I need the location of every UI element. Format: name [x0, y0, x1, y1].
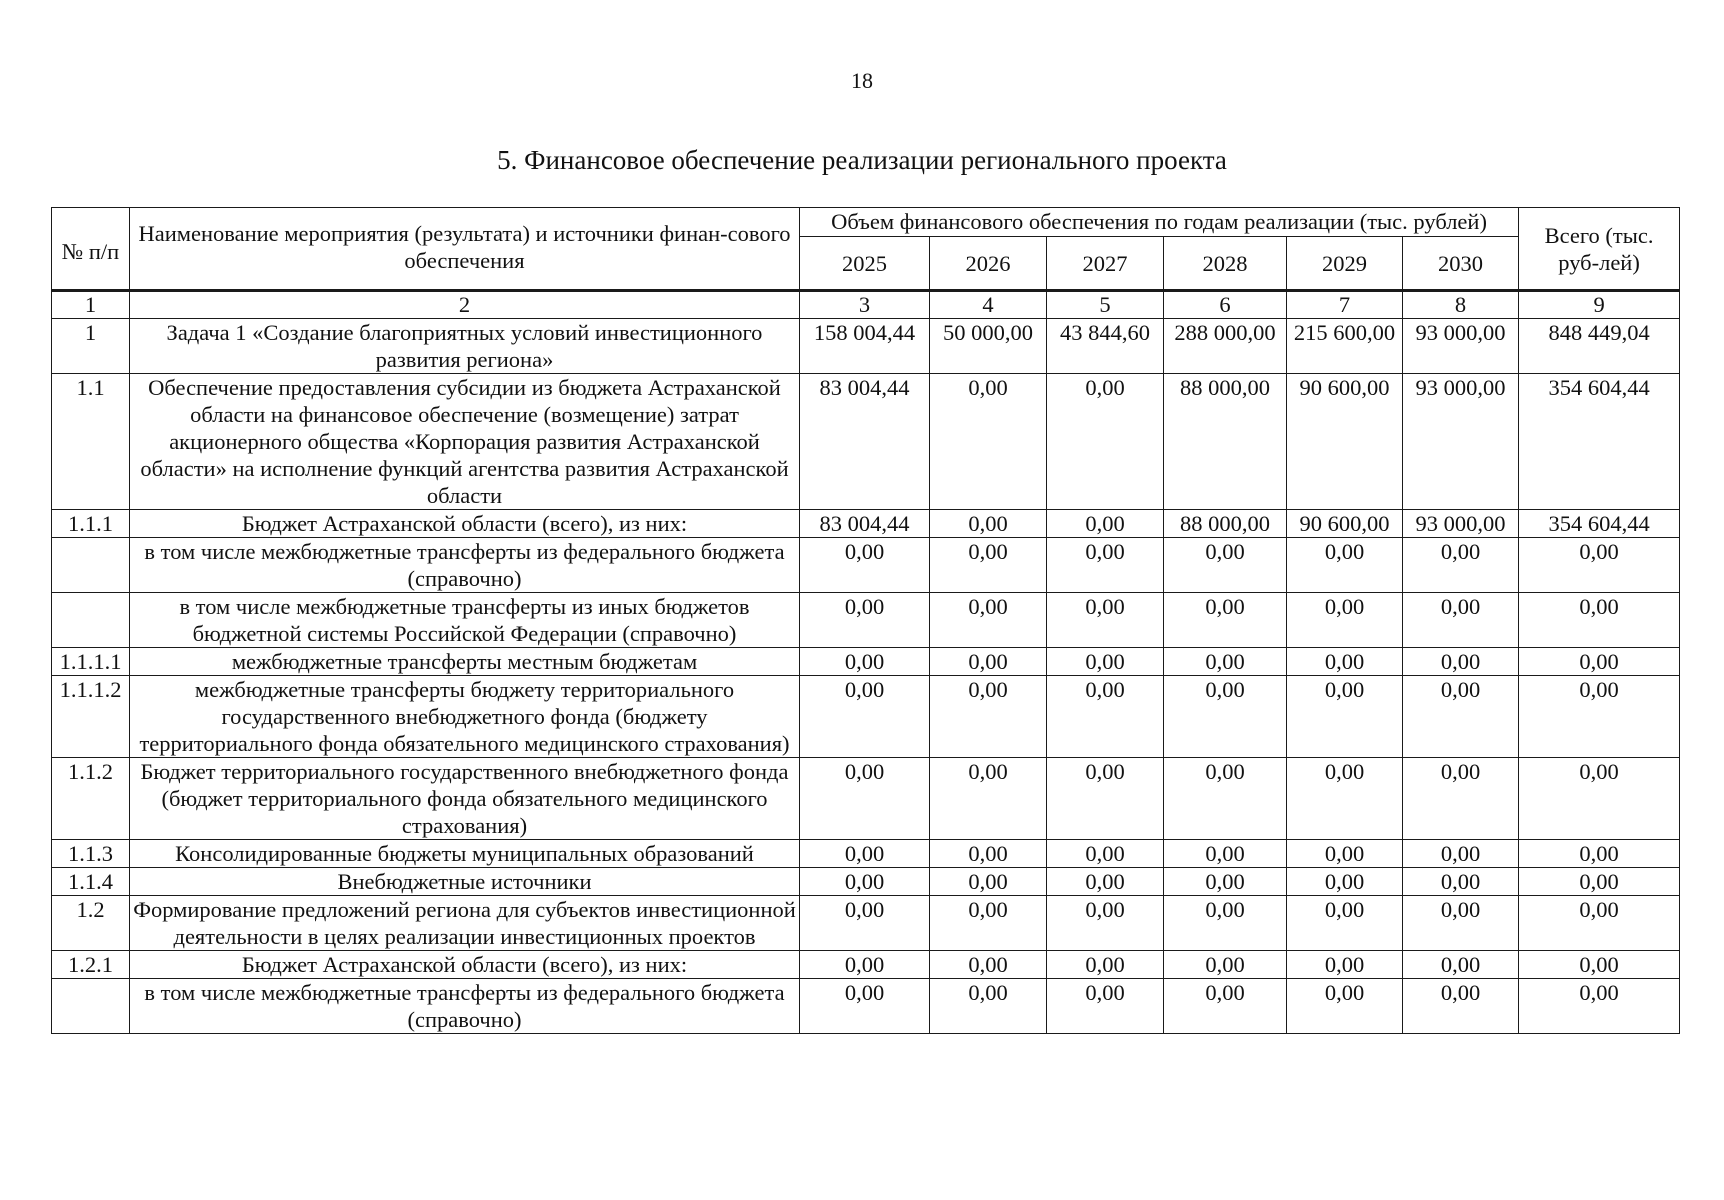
row-value: 0,00: [1164, 979, 1287, 1034]
row-value: 0,00: [930, 374, 1047, 510]
row-value: 0,00: [800, 593, 930, 648]
row-number: 1.1.1: [52, 510, 130, 538]
row-value: 0,00: [800, 868, 930, 896]
column-index: 8: [1403, 291, 1519, 319]
row-value: 0,00: [1164, 676, 1287, 758]
row-value: 0,00: [1403, 951, 1519, 979]
header-total: Всего (тыс. руб-лей): [1519, 208, 1680, 291]
row-value: 0,00: [1403, 896, 1519, 951]
row-name: Обеспечение предоставления субсидии из бюджета Астраханской области на финансовое обеспечение (возмещение) затрат акционерного общества «Корпорация развития Астраханской области» на исполнение функций агентства развития Астраханской области: [130, 374, 800, 510]
row-value: 88 000,00: [1164, 374, 1287, 510]
row-total: 0,00: [1519, 538, 1680, 593]
row-value: 93 000,00: [1403, 374, 1519, 510]
row-value: 0,00: [1047, 840, 1164, 868]
row-value: 0,00: [1047, 510, 1164, 538]
row-value: 0,00: [1164, 896, 1287, 951]
row-value: 0,00: [1164, 951, 1287, 979]
table-row: [52, 510, 1680, 538]
row-value: 0,00: [930, 676, 1047, 758]
row-value: 90 600,00: [1287, 374, 1403, 510]
row-value: 0,00: [800, 979, 930, 1034]
row-number: 1.2.1: [52, 951, 130, 979]
row-value: 0,00: [930, 979, 1047, 1034]
row-total: 0,00: [1519, 758, 1680, 840]
row-value: 50 000,00: [930, 319, 1047, 374]
row-value: 0,00: [1164, 648, 1287, 676]
row-value: 0,00: [1403, 979, 1519, 1034]
row-total: 0,00: [1519, 676, 1680, 758]
header-year: 2030: [1403, 237, 1519, 291]
header-num: № п/п: [52, 208, 130, 291]
row-number: [52, 593, 130, 648]
row-value: 83 004,44: [800, 374, 930, 510]
column-index: 3: [800, 291, 930, 319]
row-number: 1.1.3: [52, 840, 130, 868]
row-value: 0,00: [1403, 840, 1519, 868]
table-row: [52, 648, 1680, 676]
row-value: 0,00: [800, 840, 930, 868]
financing-table: [51, 207, 1680, 1034]
row-value: 0,00: [1047, 868, 1164, 896]
row-value: 0,00: [1287, 538, 1403, 593]
row-value: 0,00: [1047, 374, 1164, 510]
column-index: 7: [1287, 291, 1403, 319]
table-row: [52, 593, 1680, 648]
row-value: 88 000,00: [1164, 510, 1287, 538]
row-value: 0,00: [1047, 538, 1164, 593]
table-row: [52, 868, 1680, 896]
row-name: Задача 1 «Создание благоприятных условий инвестиционного развития региона»: [130, 319, 800, 374]
table-row: [52, 758, 1680, 840]
row-value: 0,00: [1403, 676, 1519, 758]
row-value: 0,00: [1403, 758, 1519, 840]
row-value: 0,00: [800, 648, 930, 676]
row-value: 0,00: [1287, 979, 1403, 1034]
row-name: Внебюджетные источники: [130, 868, 800, 896]
row-value: 0,00: [930, 538, 1047, 593]
column-index-row: [52, 291, 1680, 319]
row-value: 0,00: [800, 758, 930, 840]
row-total: 0,00: [1519, 896, 1680, 951]
row-value: 0,00: [1047, 676, 1164, 758]
row-value: 0,00: [1164, 868, 1287, 896]
header-year: 2025: [800, 237, 930, 291]
row-value: 0,00: [930, 593, 1047, 648]
row-value: 0,00: [1164, 758, 1287, 840]
row-name: в том числе межбюджетные трансферты из федерального бюджета (справочно): [130, 538, 800, 593]
header-year: 2026: [930, 237, 1047, 291]
row-number: 1.2: [52, 896, 130, 951]
row-value: 0,00: [1287, 758, 1403, 840]
row-value: 0,00: [1047, 951, 1164, 979]
row-number: 1.1.4: [52, 868, 130, 896]
row-total: 0,00: [1519, 951, 1680, 979]
row-name: в том числе межбюджетные трансферты из иных бюджетов бюджетной системы Российской Федерации (справочно): [130, 593, 800, 648]
row-value: 0,00: [930, 648, 1047, 676]
row-total: 0,00: [1519, 593, 1680, 648]
header-year: 2028: [1164, 237, 1287, 291]
table-row: [52, 319, 1680, 374]
row-value: 158 004,44: [800, 319, 930, 374]
row-value: 0,00: [1047, 593, 1164, 648]
row-value: 0,00: [930, 758, 1047, 840]
row-value: 0,00: [1287, 868, 1403, 896]
row-name: межбюджетные трансферты бюджету территориального государственного внебюджетного фонда (бюджету территориального фонда обязательного медицинского страхования): [130, 676, 800, 758]
column-index: 4: [930, 291, 1047, 319]
row-total: 0,00: [1519, 979, 1680, 1034]
row-total: 354 604,44: [1519, 510, 1680, 538]
row-number: [52, 538, 130, 593]
row-value: 0,00: [1287, 840, 1403, 868]
section-title: 5. Финансовое обеспечение реализации регионального проекта: [497, 145, 1227, 175]
column-index: 2: [130, 291, 800, 319]
row-name: Консолидированные бюджеты муниципальных образований: [130, 840, 800, 868]
row-number: 1.1.1.1: [52, 648, 130, 676]
row-value: 0,00: [800, 896, 930, 951]
row-value: 93 000,00: [1403, 510, 1519, 538]
row-value: 0,00: [1403, 868, 1519, 896]
table-row: [52, 538, 1680, 593]
column-index: 6: [1164, 291, 1287, 319]
row-value: 43 844,60: [1047, 319, 1164, 374]
row-value: 0,00: [1403, 538, 1519, 593]
column-index: 9: [1519, 291, 1680, 319]
row-value: 93 000,00: [1403, 319, 1519, 374]
row-number: 1: [52, 319, 130, 374]
row-value: 0,00: [930, 510, 1047, 538]
row-number: 1.1.2: [52, 758, 130, 840]
row-value: 0,00: [930, 951, 1047, 979]
row-value: 0,00: [1287, 896, 1403, 951]
table-row: [52, 951, 1680, 979]
row-value: 0,00: [1047, 648, 1164, 676]
row-number: 1.1.1.2: [52, 676, 130, 758]
row-total: 0,00: [1519, 868, 1680, 896]
row-value: 0,00: [1164, 840, 1287, 868]
row-total: 354 604,44: [1519, 374, 1680, 510]
row-name: Бюджет территориального государственного внебюджетного фонда (бюджет территориального фонда обязательного медицинского страхования): [130, 758, 800, 840]
table-row: [52, 979, 1680, 1034]
row-value: 0,00: [1287, 951, 1403, 979]
row-value: 0,00: [930, 896, 1047, 951]
row-value: 0,00: [800, 951, 930, 979]
header-volume: Объем финансового обеспечения по годам реализации (тыс. рублей): [800, 208, 1519, 237]
row-value: 83 004,44: [800, 510, 930, 538]
row-name: Бюджет Астраханской области (всего), из них:: [130, 951, 800, 979]
header-year: 2027: [1047, 237, 1164, 291]
row-name: межбюджетные трансферты местным бюджетам: [130, 648, 800, 676]
row-value: 90 600,00: [1287, 510, 1403, 538]
row-value: 0,00: [800, 676, 930, 758]
row-value: 0,00: [1403, 648, 1519, 676]
row-value: 0,00: [930, 868, 1047, 896]
row-name: в том числе межбюджетные трансферты из федерального бюджета (справочно): [130, 979, 800, 1034]
row-name: Формирование предложений региона для субъектов инвестиционной деятельности в целях реализации инвестиционных проектов: [130, 896, 800, 951]
row-value: 0,00: [1287, 593, 1403, 648]
row-value: 0,00: [1047, 979, 1164, 1034]
page-number: 18: [851, 68, 873, 93]
row-value: 0,00: [1164, 538, 1287, 593]
row-total: 848 449,04: [1519, 319, 1680, 374]
row-value: 0,00: [930, 840, 1047, 868]
row-value: 0,00: [1287, 676, 1403, 758]
table-row: [52, 896, 1680, 951]
header-row-top: [52, 208, 1680, 237]
table-row: [52, 374, 1680, 510]
row-value: 0,00: [1047, 758, 1164, 840]
row-value: 0,00: [1287, 648, 1403, 676]
table-row: [52, 676, 1680, 758]
column-index: 5: [1047, 291, 1164, 319]
row-number: 1.1: [52, 374, 130, 510]
header-name: Наименование мероприятия (результата) и источники финан-сового обеспечения: [130, 208, 800, 291]
row-value: 0,00: [1403, 593, 1519, 648]
row-value: 288 000,00: [1164, 319, 1287, 374]
row-name: Бюджет Астраханской области (всего), из них:: [130, 510, 800, 538]
column-index: 1: [52, 291, 130, 319]
row-number: [52, 979, 130, 1034]
row-total: 0,00: [1519, 648, 1680, 676]
row-total: 0,00: [1519, 840, 1680, 868]
row-value: 0,00: [1164, 593, 1287, 648]
row-value: 0,00: [1047, 896, 1164, 951]
table-row: [52, 840, 1680, 868]
header-year: 2029: [1287, 237, 1403, 291]
row-value: 0,00: [800, 538, 930, 593]
row-value: 215 600,00: [1287, 319, 1403, 374]
